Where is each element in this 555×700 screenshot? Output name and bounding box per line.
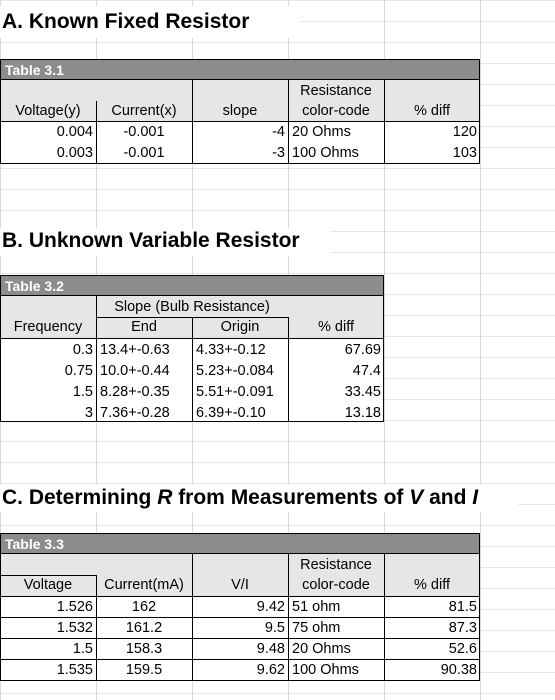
table-row: 1.5 [72,641,93,657]
table-cell: 87.3 [448,620,477,636]
table-cell: 51 ohm [292,599,341,615]
table-cell: -4 [272,124,285,140]
table-cell: 20 Ohms [292,124,351,140]
table-cell: 47.4 [352,363,381,379]
end-header: End [131,319,157,335]
resistance-header-bottom: color-code [302,103,370,119]
table-cell: 158.3 [125,641,163,657]
table-cell: 13.4+-0.63 [100,342,170,358]
heading-text: from Measurements of [172,486,410,509]
table-row: 1.526 [56,599,93,615]
table-3-3-title: Table 3.3 [0,533,480,554]
table-cell: 33.45 [344,384,381,400]
table-cell: -0.001 [123,124,165,140]
table-cell: 162 [131,599,157,615]
table-3-1-title: Table 3.1 [0,59,480,80]
table-row: 0.004 [56,124,93,140]
table-cell: 6.39+-0.10 [196,405,266,421]
heading-i: I [472,486,479,509]
voltage-header: Voltage(y) [15,103,81,119]
table-cell: 100 Ohms [292,662,359,678]
table-row: 0.003 [56,145,93,161]
table-cell: 13.18 [344,405,381,421]
table-cell: 120 [452,124,477,140]
diff-header: % diff [317,319,354,335]
section-c-heading [2,486,478,510]
table-cell: 100 Ohms [292,145,359,161]
table-cell: -0.001 [123,145,165,161]
table-cell: 90.38 [440,662,477,678]
table-cell: 9.62 [256,662,285,678]
table-cell: 10.0+-0.44 [100,363,170,379]
resistance-header-bottom: color-code [302,577,370,593]
table-cell: 159.5 [125,662,163,678]
table-row: 1.532 [56,620,93,636]
table-cell: 8.28+-0.35 [100,384,170,400]
frequency-header: Frequency [13,319,83,335]
section-a-heading: A. Known Fixed Resistor [2,10,250,33]
table-cell: -3 [272,145,285,161]
current-header: Current(x) [111,103,177,119]
voltage-header: Voltage [23,577,73,593]
table-row: 1.5 [72,384,93,400]
table-cell: 9.42 [256,599,285,615]
table-cell: 5.51+-0.091 [196,384,274,400]
heading-text: C. Determining [2,486,158,509]
table-cell: 7.36+-0.28 [100,405,170,421]
origin-header: Origin [220,319,260,335]
current-header: Current(mA) [104,577,184,593]
diff-header: % diff [413,577,450,593]
resistance-header-top: Resistance [300,83,372,99]
table-row: 0.3 [72,342,93,358]
table-cell: 67.69 [344,342,381,358]
heading-r: R [157,486,173,509]
table-row: 1.535 [56,662,93,678]
table-cell: 20 Ohms [292,641,351,657]
section-b-heading: B. Unknown Variable Resistor [2,229,300,252]
table-cell: 9.5 [264,620,285,636]
table-cell: 9.48 [256,641,285,657]
vi-header: V/I [231,577,249,593]
table-cell: 161.2 [125,620,163,636]
heading-v: V [409,486,424,509]
table-row: 0.75 [64,363,93,379]
table-3-2-title: Table 3.2 [0,275,384,296]
table-row: 3 [84,405,93,421]
table-cell: 81.5 [448,599,477,615]
slope-header: slope [222,103,258,119]
table-cell: 103 [452,145,477,161]
table-cell: 52.6 [448,641,477,657]
table-cell: 5.23+-0.084 [196,363,274,379]
diff-header: % diff [413,103,450,119]
resistance-header-top: Resistance [300,557,372,573]
table-cell: 4.33+-0.12 [196,342,266,358]
heading-text: and [423,486,473,509]
table-cell: 75 ohm [292,620,341,636]
slope-group-header: Slope (Bulb Resistance) [114,299,270,315]
